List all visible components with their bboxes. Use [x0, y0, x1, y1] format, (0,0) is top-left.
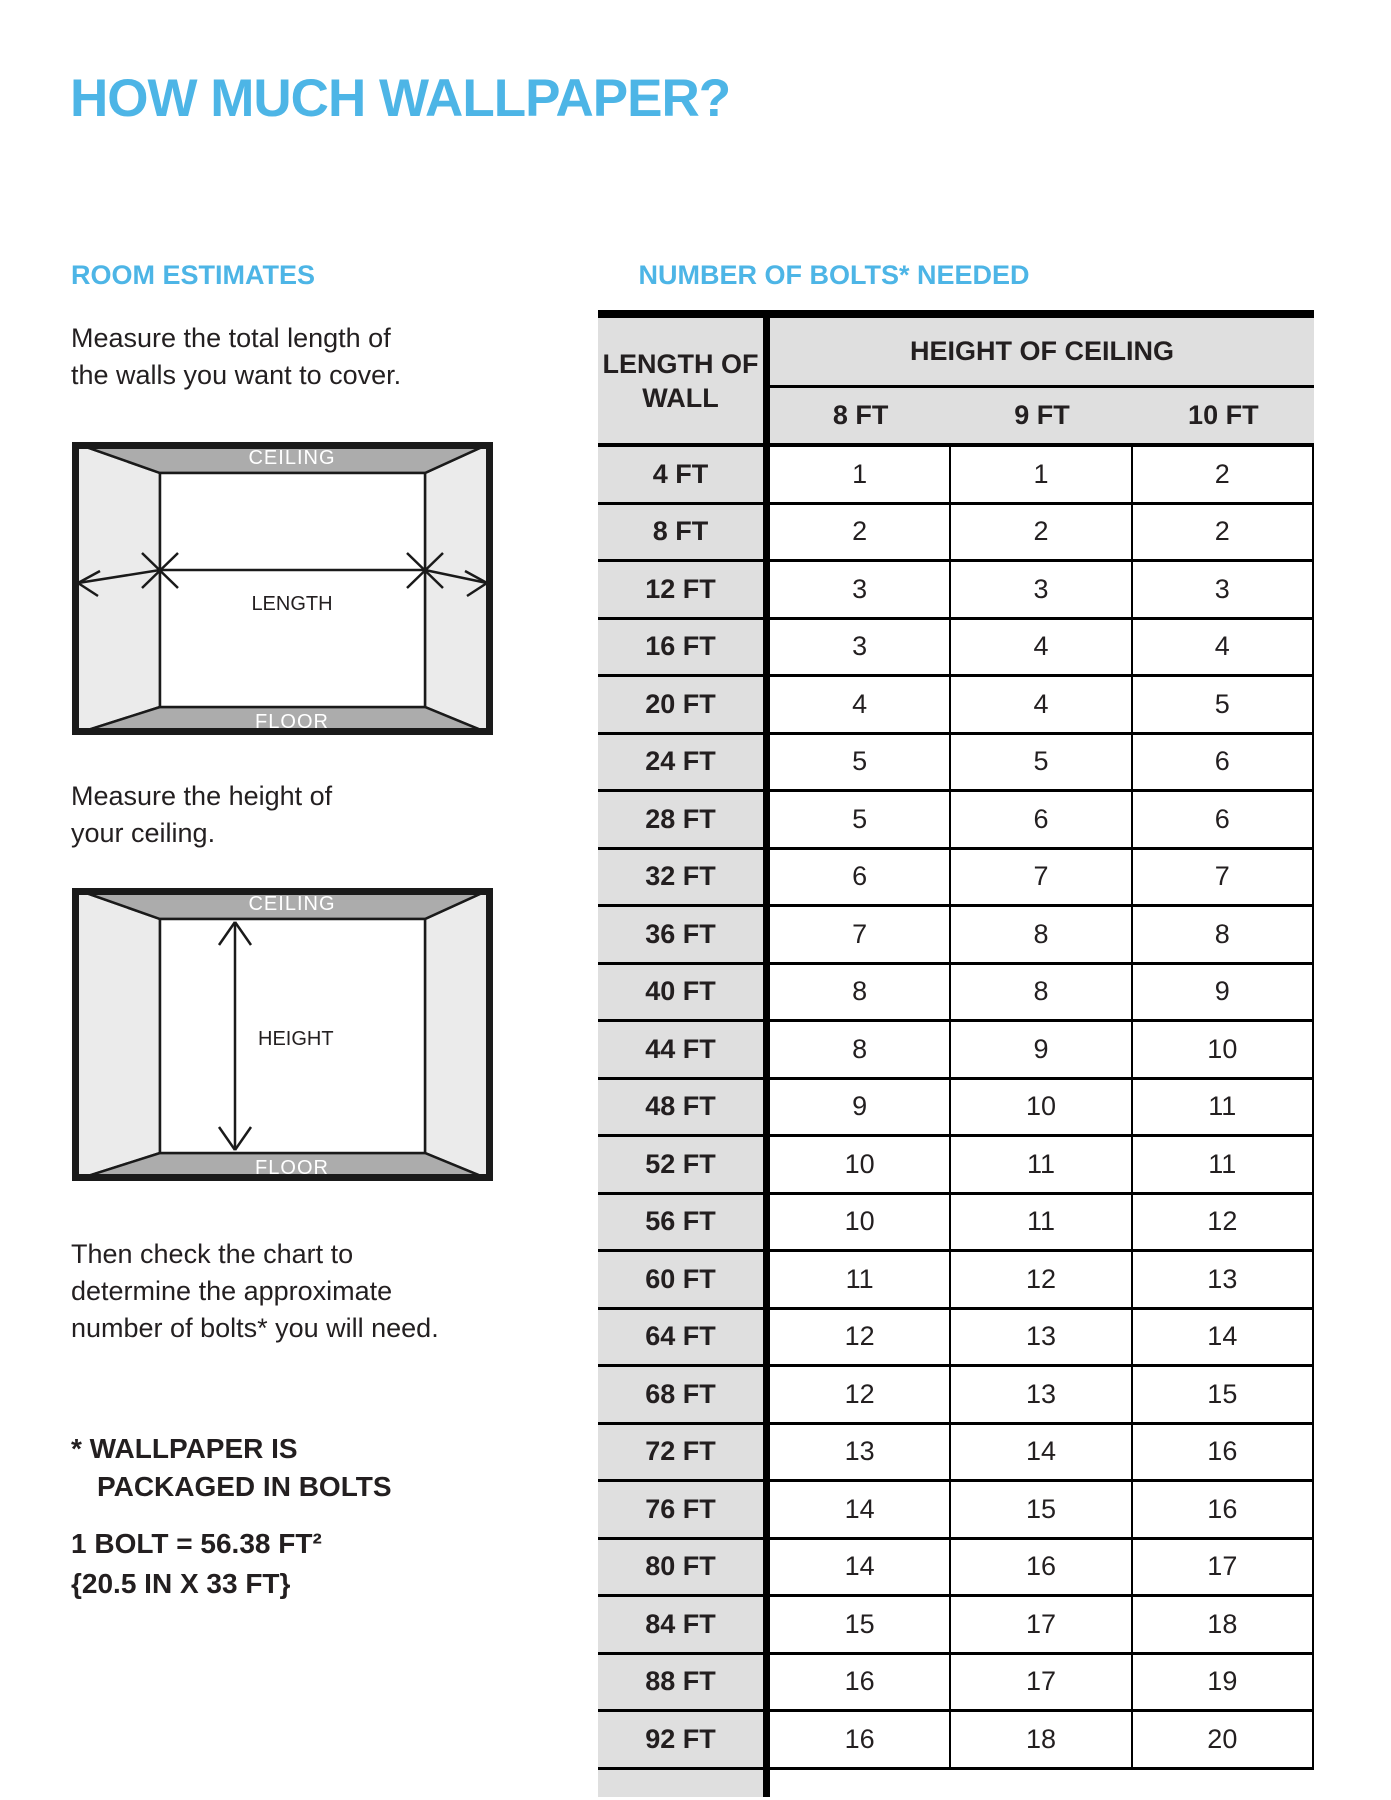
bolt-info-line: {20.5 IN X 33 FT} — [71, 1568, 291, 1599]
cutoff-row-stub — [598, 1770, 770, 1798]
table-row — [598, 1482, 1314, 1540]
value-cell: 11 — [770, 1252, 951, 1307]
length-label: LENGTH — [251, 593, 333, 615]
value-cell: 4 — [770, 677, 951, 732]
row-label-cell: 28 FT — [598, 792, 770, 847]
column-header-cell: 9 FT — [1014, 400, 1070, 430]
value-cell: 5 — [1133, 677, 1314, 732]
value-cell: 12 — [770, 1310, 951, 1365]
value-cell: 6 — [1133, 735, 1314, 790]
table-row — [598, 792, 1314, 850]
table-row — [598, 1310, 1314, 1368]
value-cell: 15 — [770, 1597, 951, 1652]
value-cell: 14 — [770, 1540, 951, 1595]
value-cell: 11 — [951, 1137, 1132, 1192]
value-cell: 18 — [951, 1712, 1132, 1767]
value-cell: 16 — [770, 1712, 951, 1767]
paragraph-line: determine the approximate — [71, 1276, 393, 1306]
value-cell: 5 — [770, 735, 951, 790]
value-cell: 8 — [951, 907, 1132, 962]
value-cell: 3 — [770, 562, 951, 617]
value-cell: 16 — [770, 1655, 951, 1710]
table-row — [598, 965, 1314, 1023]
back-wall-shape — [160, 473, 425, 707]
value-cell: 15 — [1133, 1367, 1314, 1422]
row-label-cell: 8 FT — [598, 505, 770, 560]
row-label-cell: 64 FT — [598, 1310, 770, 1365]
row-label-cell: 84 FT — [598, 1597, 770, 1652]
value-cell: 10 — [770, 1195, 951, 1250]
floor-label: FLOOR — [255, 1157, 329, 1179]
value-cell: 10 — [951, 1080, 1132, 1135]
right-wall-shape — [425, 888, 493, 1181]
value-cell: 14 — [951, 1425, 1132, 1480]
value-cell: 12 — [1133, 1195, 1314, 1250]
value-cell: 11 — [951, 1195, 1132, 1250]
value-cell: 4 — [951, 620, 1132, 675]
ceiling-label: CEILING — [248, 893, 336, 915]
value-cell: 7 — [770, 907, 951, 962]
value-cell: 4 — [951, 677, 1132, 732]
value-cell: 7 — [1133, 850, 1314, 905]
value-cell: 11 — [1133, 1080, 1314, 1135]
table-row — [598, 1195, 1314, 1253]
row-label-cell: 20 FT — [598, 677, 770, 732]
value-cell: 2 — [770, 505, 951, 560]
row-label-cell: 92 FT — [598, 1712, 770, 1767]
value-cell: 2 — [1133, 505, 1314, 560]
table-header — [598, 318, 1314, 447]
row-label-cell: 32 FT — [598, 850, 770, 905]
value-cell: 14 — [770, 1482, 951, 1537]
value-cell: 6 — [951, 792, 1132, 847]
value-cell: 14 — [1133, 1310, 1314, 1365]
footnote-line: PACKAGED IN BOLTS — [97, 1471, 392, 1502]
value-cell: 4 — [1133, 620, 1314, 675]
value-cell: 3 — [951, 562, 1132, 617]
group-header-cell: HEIGHT OF CEILING — [770, 318, 1314, 388]
value-cell: 9 — [770, 1080, 951, 1135]
floor-label: FLOOR — [255, 711, 329, 733]
row-label-cell: 76 FT — [598, 1482, 770, 1537]
table-row — [598, 1137, 1314, 1195]
row-label-cell: 60 FT — [598, 1252, 770, 1307]
value-cell: 5 — [770, 792, 951, 847]
value-cell: 8 — [1133, 907, 1314, 962]
row-label-cell: 40 FT — [598, 965, 770, 1020]
value-cell: 12 — [770, 1367, 951, 1422]
value-cell: 15 — [951, 1482, 1132, 1537]
paragraph-line: Measure the height of — [71, 781, 333, 811]
value-cell: 17 — [1133, 1540, 1314, 1595]
table-row — [598, 1655, 1314, 1713]
paragraph-line: your ceiling. — [71, 818, 216, 848]
table-row — [598, 447, 1314, 505]
table-body — [598, 447, 1314, 1770]
ceiling-label: CEILING — [248, 447, 336, 469]
paragraph-line: the walls you want to cover. — [71, 360, 402, 390]
value-cell: 13 — [951, 1367, 1132, 1422]
bolt-size-info — [71, 1524, 322, 1604]
value-cell: 8 — [951, 965, 1132, 1020]
row-label-cell: 44 FT — [598, 1022, 770, 1077]
table-row — [598, 1425, 1314, 1483]
row-label-cell: 16 FT — [598, 620, 770, 675]
table-row — [598, 907, 1314, 965]
column-header-cell: 10 FT — [1188, 400, 1259, 430]
value-cell: 16 — [1133, 1425, 1314, 1480]
table-row — [598, 1597, 1314, 1655]
table-row — [598, 1080, 1314, 1138]
value-cell: 13 — [1133, 1252, 1314, 1307]
table-row — [598, 1540, 1314, 1598]
value-cell: 20 — [1133, 1712, 1314, 1767]
row-label-cell: 12 FT — [598, 562, 770, 617]
value-cell: 6 — [770, 850, 951, 905]
value-cell: 2 — [1133, 447, 1314, 502]
value-cell: 9 — [951, 1022, 1132, 1077]
value-cell: 19 — [1133, 1655, 1314, 1710]
value-cell: 1 — [951, 447, 1132, 502]
table-row — [598, 1712, 1314, 1770]
column-header-cell: 8 FT — [832, 400, 889, 430]
value-cell: 2 — [951, 505, 1132, 560]
value-cell: 3 — [1133, 562, 1314, 617]
value-cell: 11 — [1133, 1137, 1314, 1192]
table-row — [598, 505, 1314, 563]
wallpaper-bolts-footnote — [71, 1430, 392, 1506]
row-label-cell: 88 FT — [598, 1655, 770, 1710]
table-row — [598, 1022, 1314, 1080]
left-wall-shape — [72, 888, 160, 1181]
value-cell: 12 — [951, 1252, 1132, 1307]
check-chart-paragraph — [71, 1236, 439, 1347]
value-cell: 5 — [951, 735, 1132, 790]
ceiling-header-group — [770, 318, 1314, 443]
bolts-table — [598, 310, 1314, 1797]
row-label-cell: 72 FT — [598, 1425, 770, 1480]
table-row — [598, 677, 1314, 735]
row-label-cell: 48 FT — [598, 1080, 770, 1135]
height-label: HEIGHT — [258, 1028, 334, 1050]
measure-length-paragraph — [71, 320, 401, 394]
corner-header-cell: LENGTH OF WALL — [598, 318, 770, 443]
paragraph-line: number of bolts* you will need. — [71, 1313, 439, 1343]
table-row — [598, 1252, 1314, 1310]
value-cell: 18 — [1133, 1597, 1314, 1652]
value-cell: 13 — [951, 1310, 1132, 1365]
value-cell: 6 — [1133, 792, 1314, 847]
value-cell: 17 — [951, 1655, 1132, 1710]
value-cell: 9 — [1133, 965, 1314, 1020]
table-row — [598, 850, 1314, 908]
page-title: HOW MUCH WALLPAPER? — [70, 69, 731, 128]
paragraph-line: Then check the chart to — [71, 1239, 354, 1269]
row-label-cell: 52 FT — [598, 1137, 770, 1192]
footnote-line: * WALLPAPER IS — [71, 1433, 298, 1464]
room-estimates-heading: ROOM ESTIMATES — [71, 260, 316, 290]
value-cell: 16 — [951, 1540, 1132, 1595]
right-wall-shape — [425, 442, 493, 735]
row-label-cell: 4 FT — [598, 447, 770, 502]
value-cell: 1 — [770, 447, 951, 502]
table-top-border — [598, 310, 1314, 318]
column-header-row — [770, 388, 1314, 443]
value-cell: 3 — [770, 620, 951, 675]
row-label-cell: 80 FT — [598, 1540, 770, 1595]
row-label-cell: 24 FT — [598, 735, 770, 790]
value-cell: 10 — [770, 1137, 951, 1192]
measure-height-paragraph — [71, 778, 332, 852]
table-row — [598, 562, 1314, 620]
value-cell: 16 — [1133, 1482, 1314, 1537]
value-cell: 17 — [951, 1597, 1132, 1652]
value-cell: 8 — [770, 965, 951, 1020]
value-cell: 10 — [1133, 1022, 1314, 1077]
table-row — [598, 735, 1314, 793]
table-row — [598, 620, 1314, 678]
room-height-diagram — [72, 888, 493, 1181]
value-cell: 13 — [770, 1425, 951, 1480]
value-cell: 8 — [770, 1022, 951, 1077]
row-label-cell: 56 FT — [598, 1195, 770, 1250]
row-label-cell: 36 FT — [598, 907, 770, 962]
table-row — [598, 1367, 1314, 1425]
bolt-info-line: 1 BOLT = 56.38 FT² — [71, 1528, 322, 1559]
room-length-diagram — [72, 442, 493, 735]
paragraph-line: Measure the total length of — [71, 323, 391, 353]
row-label-cell: 68 FT — [598, 1367, 770, 1422]
value-cell: 7 — [951, 850, 1132, 905]
bolts-needed-heading: NUMBER OF BOLTS* NEEDED — [638, 260, 1030, 290]
